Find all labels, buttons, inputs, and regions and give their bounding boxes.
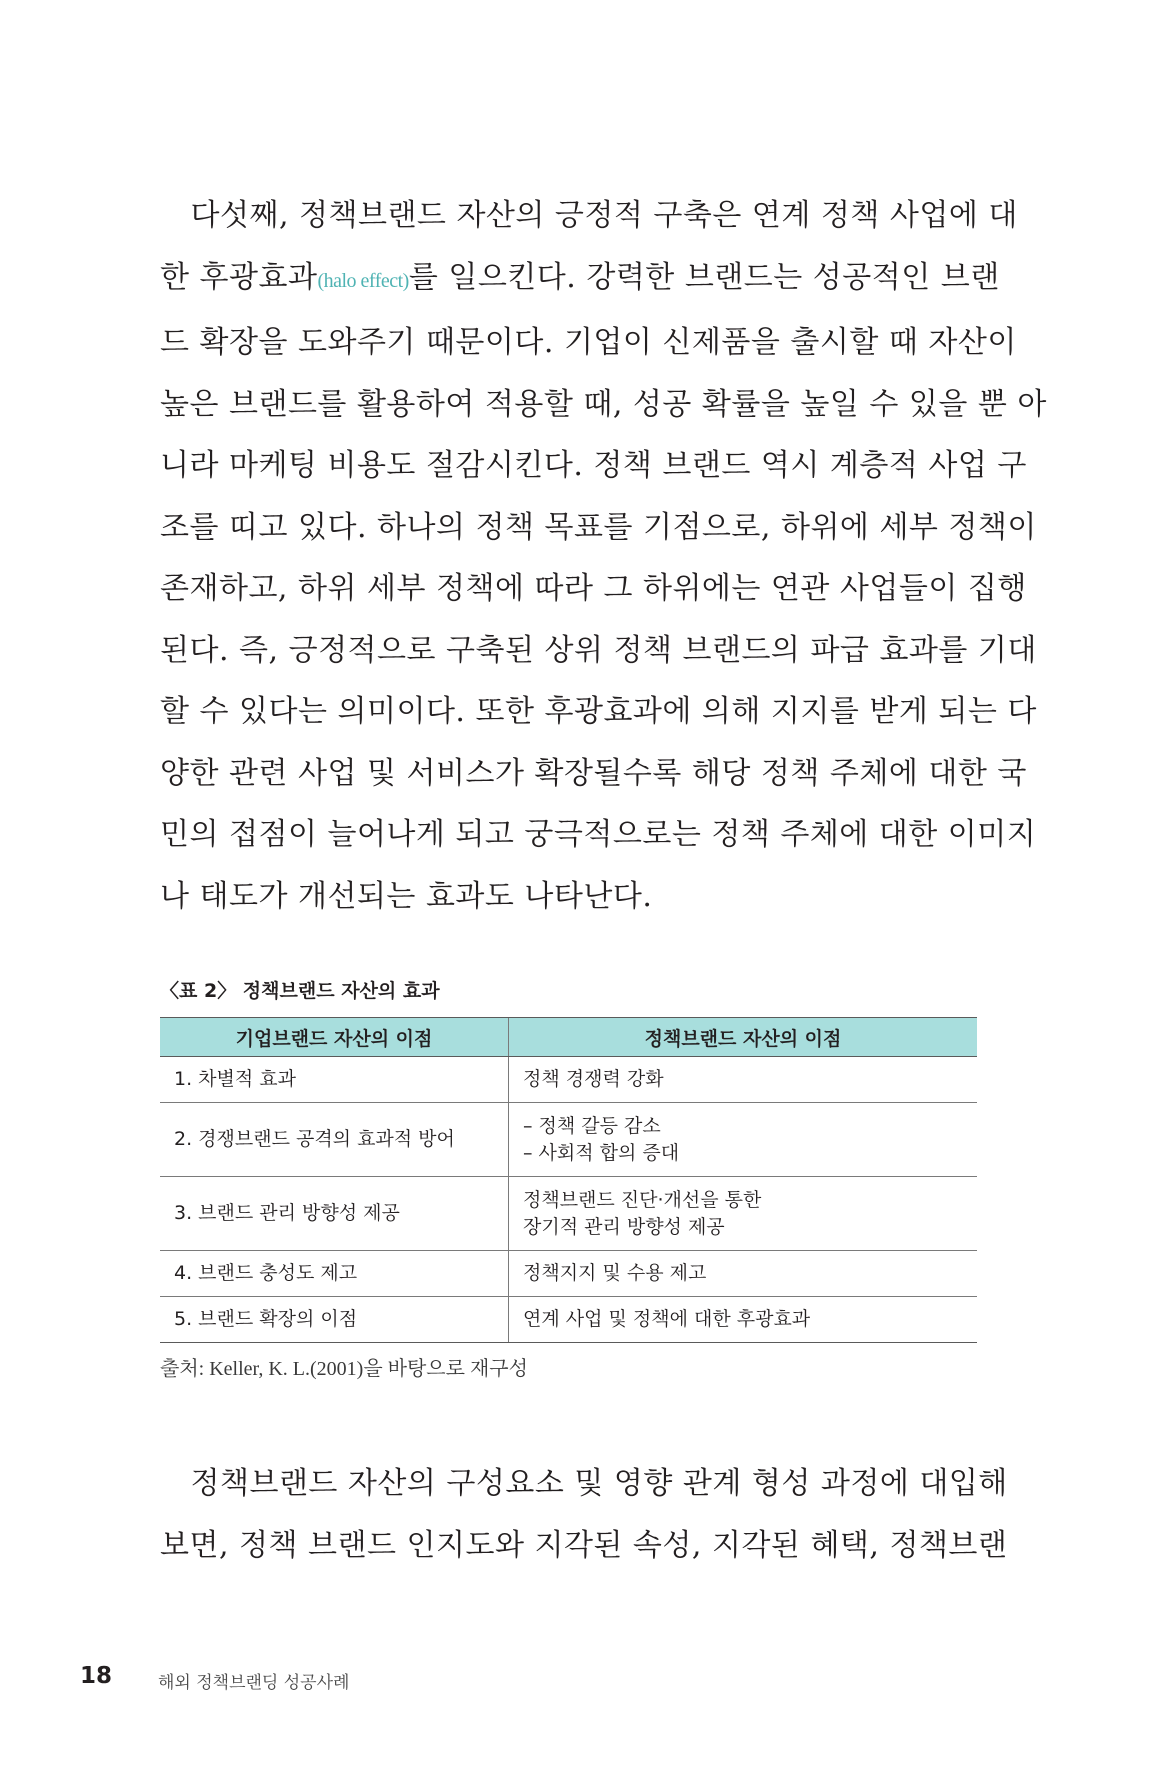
table-cell-left: 5. 브랜드 확장의 이점 — [160, 1297, 509, 1343]
paragraph-text: 한 후광효과 — [160, 259, 318, 295]
halo-effect-gloss: (halo effect) — [317, 269, 409, 292]
table-cell-right: 정책 경쟁력 강화 — [509, 1057, 978, 1103]
paragraph-line: 보면, 정책 브랜드 인지도와 지각된 속성, 지각된 혜택, 정책브랜 — [160, 1527, 1008, 1563]
paragraph-line — [160, 247, 1000, 313]
paragraph-text: 를 일으킨다. 강력한 브랜드는 성공적인 브랜 — [408, 259, 1000, 295]
cell-line: 정책브랜드 진단·개선을 통한 — [523, 1188, 762, 1211]
table-cell-right — [509, 1103, 978, 1177]
table-source-note: 출처: Keller, K. L.(2001)을 바탕으로 재구성 — [160, 1358, 528, 1380]
table-row — [160, 1297, 977, 1343]
cell-line: – 사회적 합의 증대 — [523, 1141, 680, 1164]
paragraph-line: 정책브랜드 자산의 구성요소 및 영향 관계 형성 과정에 대입해 — [160, 1466, 1008, 1501]
paragraph-line: 양한 관련 사업 및 서비스가 확장될수록 해당 정책 주체에 대한 국 — [160, 755, 1027, 791]
table-caption: 〈표 2〉 정책브랜드 자산의 효과 — [160, 980, 440, 1002]
header-corporate-brand: 기업브랜드 자산의 이점 — [160, 1018, 509, 1057]
running-footer-title: 해외 정책브랜딩 성공사례 — [158, 1673, 350, 1693]
paragraph-line: 드 확장을 도와주기 때문이다. 기업이 신제품을 출시할 때 자산이 — [160, 325, 1017, 360]
table-row — [160, 1057, 977, 1103]
table-cell-left: 2. 경쟁브랜드 공격의 효과적 방어 — [160, 1103, 509, 1177]
table-cell-right: 연계 사업 및 정책에 대한 후광효과 — [509, 1297, 978, 1343]
paragraph-line: 할 수 있다는 의미이다. 또한 후광효과에 의해 지지를 받게 되는 다 — [160, 694, 1037, 729]
paragraph-line: 된다. 즉, 긍정적으로 구축된 상위 정책 브랜드의 파급 효과를 기대 — [160, 632, 1037, 668]
table-row — [160, 1251, 977, 1297]
body-paragraph-2 — [160, 1453, 1008, 1576]
table-cell-left: 3. 브랜드 관리 방향성 제공 — [160, 1177, 509, 1251]
paragraph-line: 존재하고, 하위 세부 정책에 따라 그 하위에는 연관 사업들이 집행 — [160, 571, 1027, 606]
paragraph-line: 니라 마케팅 비용도 절감시킨다. 정책 브랜드 역시 계층적 사업 구 — [160, 448, 1027, 483]
paragraph-line: 나 태도가 개선되는 효과도 나타난다. — [160, 878, 653, 914]
table-cell-left: 1. 차별적 효과 — [160, 1057, 509, 1103]
table-cell-right — [509, 1177, 978, 1251]
table-cell-right: 정책지지 및 수용 제고 — [509, 1251, 978, 1297]
header-policy-brand: 정책브랜드 자산의 이점 — [509, 1018, 978, 1057]
paragraph-line: 조를 띠고 있다. 하나의 정책 목표를 기점으로, 하위에 세부 정책이 — [160, 509, 1037, 545]
paragraph-line: 다섯째, 정책브랜드 자산의 긍정적 구축은 연계 정책 사업에 대 — [160, 198, 1018, 233]
paragraph-line: 높은 브랜드를 활용하여 적용할 때, 성공 확률을 높일 수 있을 뿐 아 — [160, 386, 1047, 422]
paragraph-line: 민의 접점이 늘어나게 되고 궁극적으로는 정책 주체에 대한 이미지 — [160, 817, 1037, 852]
cell-line: – 정책 갈등 감소 — [523, 1114, 661, 1137]
table-header-row — [160, 1018, 977, 1057]
table-row — [160, 1177, 977, 1251]
table-cell-left: 4. 브랜드 충성도 제고 — [160, 1251, 509, 1297]
table-row — [160, 1103, 977, 1177]
brand-equity-table — [160, 1017, 977, 1343]
body-paragraph-1 — [160, 185, 1047, 927]
cell-line: 장기적 관리 방향성 제공 — [523, 1215, 725, 1238]
page-number: 18 — [80, 1663, 113, 1689]
